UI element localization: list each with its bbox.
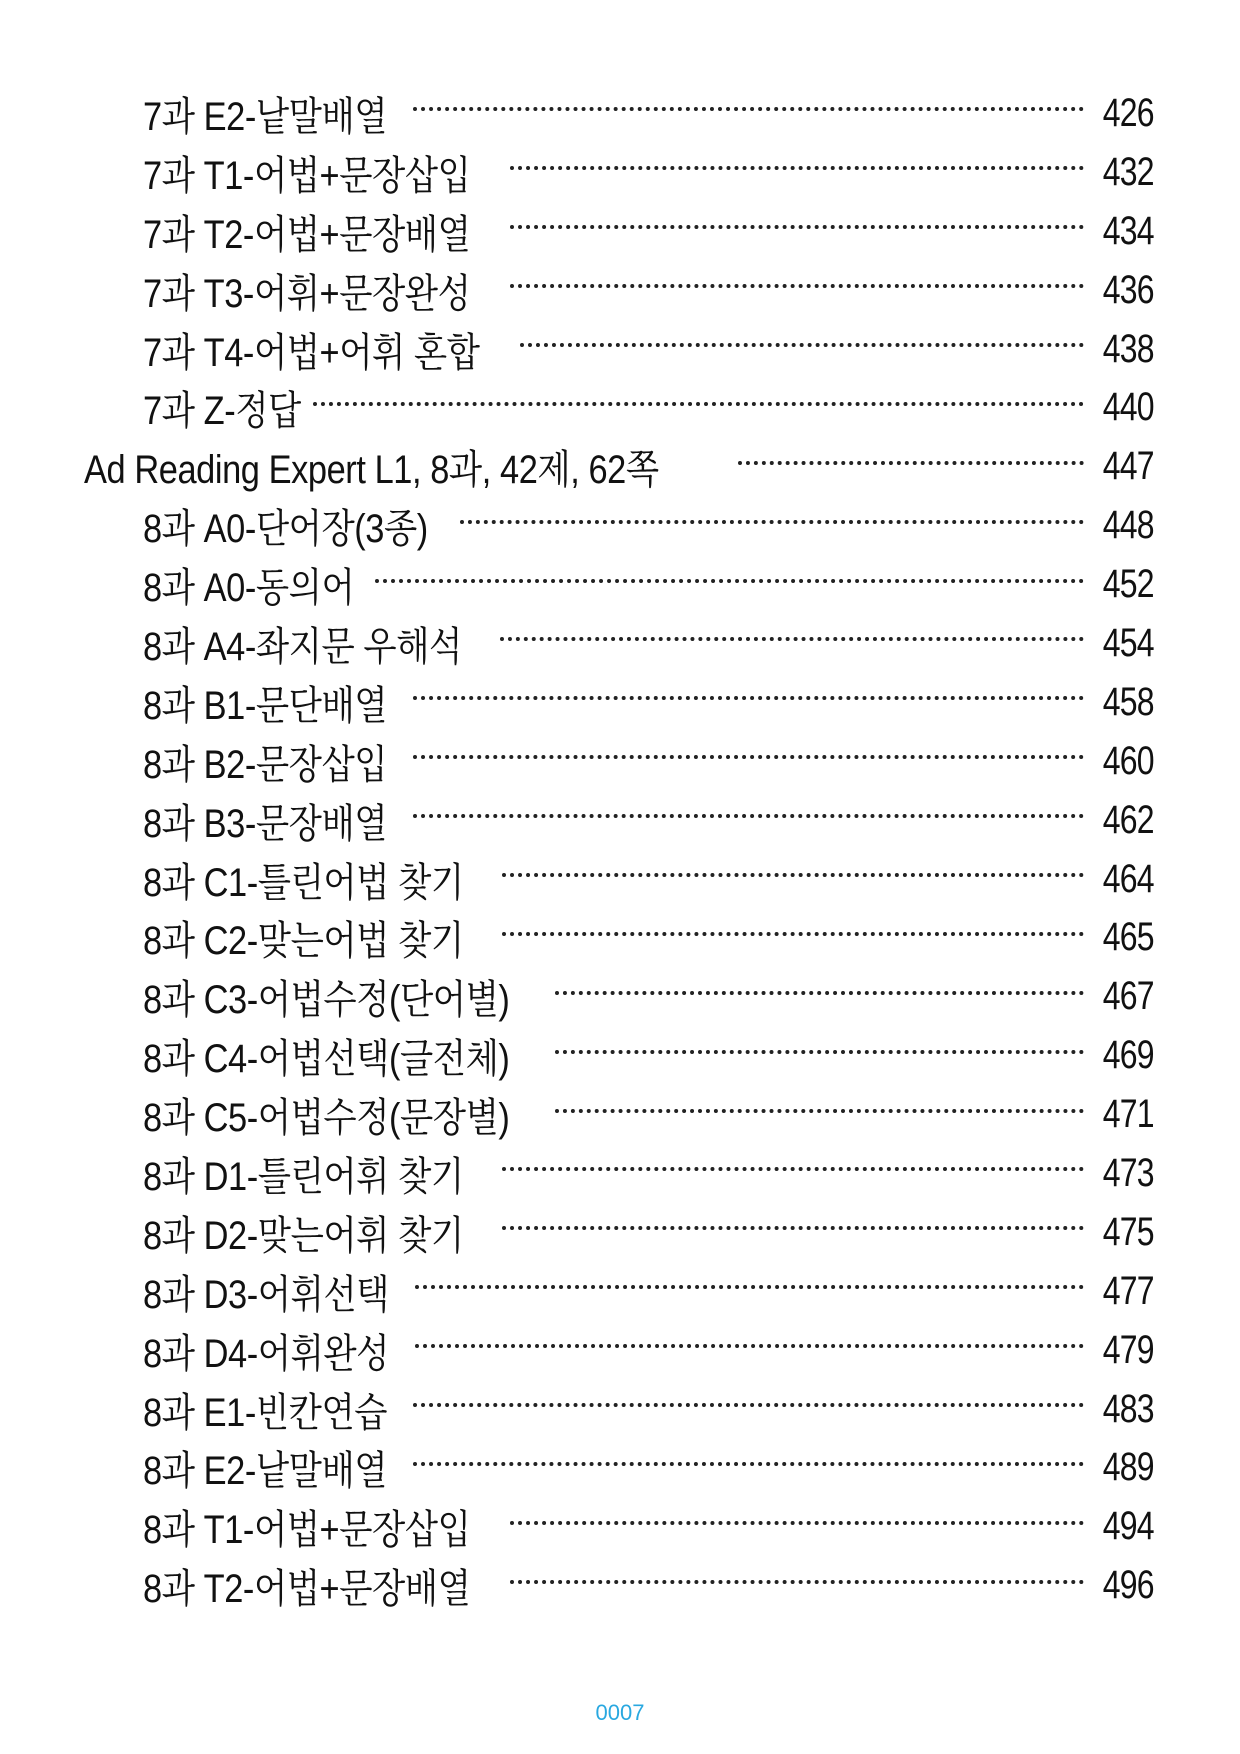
toc-entry-line — [143, 1498, 1154, 1555]
toc-entry-page: 436 — [1103, 267, 1154, 312]
toc-entry-title: 8과 D1-틀린어휘 찾기 — [143, 1154, 464, 1199]
dot-leader — [413, 1403, 1084, 1407]
toc-entry-page: 483 — [1103, 1386, 1154, 1431]
toc-entry-page: 475 — [1103, 1209, 1154, 1254]
toc-entry-line — [143, 1381, 1154, 1438]
toc-entry-line — [143, 968, 1154, 1025]
toc-entry-title: 7과 T3-어휘+문장완성 — [143, 271, 471, 316]
dot-leader — [415, 1285, 1084, 1289]
toc-entry[interactable] — [0, 1380, 1240, 1439]
toc-entry-title: 8과 A0-동의어 — [143, 566, 355, 611]
dot-leader — [510, 1521, 1085, 1525]
table-of-contents — [0, 84, 1240, 1615]
toc-entry-page: 494 — [1103, 1504, 1154, 1549]
toc-entry-line — [143, 497, 1154, 554]
toc-entry-title: 8과 C2-맞는어법 찾기 — [143, 919, 464, 964]
toc-entry[interactable] — [0, 1262, 1240, 1321]
toc-entry-page: 464 — [1103, 856, 1154, 901]
toc-entry-title: Ad Reading Expert L1, 8과, 42제, 62쪽 — [84, 448, 659, 493]
toc-entry-line — [143, 792, 1154, 849]
toc-entry-page: 473 — [1103, 1150, 1154, 1195]
dot-leader — [460, 520, 1084, 524]
toc-entry-title: 8과 B2-문장삽입 — [143, 742, 388, 787]
dot-leader — [555, 1050, 1084, 1054]
dot-leader — [500, 637, 1085, 641]
toc-entry-page: 465 — [1103, 915, 1154, 960]
toc-entry-page: 469 — [1103, 1033, 1154, 1078]
toc-entry[interactable] — [0, 261, 1240, 320]
toc-entry[interactable] — [0, 1321, 1240, 1380]
dot-leader — [502, 1167, 1084, 1171]
toc-entry-title: 7과 T2-어법+문장배열 — [143, 212, 471, 257]
toc-entry-line — [143, 1439, 1154, 1496]
toc-entry[interactable] — [0, 1438, 1240, 1497]
toc-entry-page: 434 — [1103, 208, 1154, 253]
toc-entry-line — [143, 144, 1154, 201]
toc-entry-page: 489 — [1103, 1445, 1154, 1490]
toc-entry-title: 8과 C4-어법선택(글전체) — [143, 1037, 510, 1082]
dot-leader — [510, 284, 1085, 288]
toc-entry-page: 426 — [1103, 90, 1154, 135]
toc-entry-page: 496 — [1103, 1563, 1154, 1608]
toc-entry-line — [143, 1027, 1154, 1084]
toc-entry-line — [143, 615, 1154, 672]
toc-entry-title: 8과 B1-문단배열 — [143, 683, 388, 728]
toc-entry-page: 462 — [1103, 797, 1154, 842]
toc-entry-page: 452 — [1103, 562, 1154, 607]
toc-entry-title: 7과 T1-어법+문장삽입 — [143, 153, 471, 198]
toc-entry-line — [143, 1557, 1154, 1614]
toc-entry[interactable] — [0, 320, 1240, 379]
toc-entry[interactable] — [0, 202, 1240, 261]
toc-entry-title: 8과 A4-좌지문 우해석 — [143, 624, 462, 669]
dot-leader — [313, 402, 1085, 406]
toc-entry-title: 8과 D3-어휘선택 — [143, 1272, 389, 1317]
toc-entry-title: 8과 C1-틀린어법 찾기 — [143, 860, 464, 905]
toc-entry-page: 460 — [1103, 738, 1154, 783]
toc-entry[interactable] — [0, 732, 1240, 791]
dot-leader — [510, 225, 1085, 229]
toc-entry-page: 477 — [1103, 1268, 1154, 1313]
dot-leader — [555, 991, 1084, 995]
toc-entry-line — [143, 1204, 1154, 1261]
toc-entry-page: 432 — [1103, 149, 1154, 194]
toc-entry-line — [143, 1086, 1154, 1143]
toc-entry[interactable] — [0, 143, 1240, 202]
toc-entry[interactable] — [0, 555, 1240, 614]
dot-leader — [415, 1344, 1084, 1348]
toc-entry-line — [143, 262, 1154, 319]
toc-entry[interactable] — [0, 791, 1240, 850]
toc-entry[interactable] — [0, 1144, 1240, 1203]
toc-entry-page: 458 — [1103, 679, 1154, 724]
dot-leader — [413, 814, 1084, 818]
toc-entry[interactable] — [0, 1026, 1240, 1085]
dot-leader — [413, 696, 1084, 700]
toc-entry-title: 8과 A0-단어장(3종) — [143, 507, 428, 552]
toc-entry[interactable] — [0, 1085, 1240, 1144]
dot-leader — [413, 107, 1084, 111]
toc-entry-title: 8과 T2-어법+문장배열 — [143, 1567, 471, 1612]
toc-entry-page: 440 — [1103, 385, 1154, 430]
dot-leader — [520, 343, 1084, 347]
toc-entry[interactable] — [0, 1203, 1240, 1262]
dot-leader — [738, 461, 1084, 465]
toc-entry[interactable] — [0, 1556, 1240, 1615]
toc-entry-title: 8과 D4-어휘완성 — [143, 1331, 389, 1376]
toc-entry-title: 8과 T1-어법+문장삽입 — [143, 1508, 471, 1553]
dot-leader — [510, 166, 1085, 170]
toc-entry-title: 8과 E1-빈칸연습 — [143, 1390, 388, 1435]
toc-entry[interactable] — [0, 496, 1240, 555]
toc-entry[interactable] — [0, 614, 1240, 673]
toc-entry-line — [143, 556, 1154, 613]
toc-entry[interactable] — [0, 850, 1240, 909]
toc-section-heading[interactable] — [0, 437, 1240, 496]
toc-entry-line — [143, 1263, 1154, 1320]
toc-entry-line — [143, 85, 1154, 142]
toc-entry-page: 438 — [1103, 326, 1154, 371]
toc-entry[interactable] — [0, 673, 1240, 732]
toc-entry-title: 8과 B3-문장배열 — [143, 801, 388, 846]
toc-entry-title: 7과 E2-낱말배열 — [143, 94, 388, 139]
toc-entry-line — [143, 909, 1154, 966]
toc-entry-title: 7과 Z-정답 — [143, 389, 301, 434]
toc-entry-title: 8과 C3-어법수정(단어별) — [143, 978, 510, 1023]
dot-leader — [502, 1226, 1084, 1230]
toc-entry[interactable] — [0, 967, 1240, 1026]
toc-entry-page: 467 — [1103, 974, 1154, 1019]
toc-entry-line — [143, 851, 1154, 908]
toc-entry-page: 447 — [1103, 444, 1154, 489]
toc-entry-page: 471 — [1103, 1092, 1154, 1137]
toc-entry-line — [143, 379, 1154, 436]
toc-entry[interactable] — [0, 84, 1240, 143]
toc-entry-line — [143, 203, 1154, 260]
toc-entry-line — [143, 1145, 1154, 1202]
toc-entry-title: 8과 C5-어법수정(문장별) — [143, 1096, 510, 1141]
toc-entry-line — [143, 674, 1154, 731]
toc-entry-title: 8과 D2-맞는어휘 찾기 — [143, 1213, 464, 1258]
dot-leader — [555, 1109, 1084, 1113]
dot-leader — [502, 932, 1084, 936]
toc-entry-page: 454 — [1103, 620, 1154, 665]
dot-leader — [413, 1462, 1084, 1466]
toc-entry[interactable] — [0, 1497, 1240, 1556]
toc-entry[interactable] — [0, 908, 1240, 967]
toc-entry-line — [143, 733, 1154, 790]
toc-entry-page: 448 — [1103, 503, 1154, 548]
toc-entry-title: 8과 E2-낱말배열 — [143, 1449, 388, 1494]
toc-entry-page: 479 — [1103, 1327, 1154, 1372]
toc-entry-line — [143, 321, 1154, 378]
toc-entry-line — [143, 1322, 1154, 1379]
dot-leader — [502, 873, 1084, 877]
page-number: 0007 — [595, 1700, 645, 1725]
toc-entry-title: 7과 T4-어법+어휘 혼합 — [143, 330, 480, 375]
dot-leader — [510, 1580, 1085, 1584]
toc-entry[interactable] — [0, 378, 1240, 437]
dot-leader — [375, 579, 1085, 583]
dot-leader — [413, 755, 1084, 759]
toc-entry-line — [84, 438, 1154, 495]
